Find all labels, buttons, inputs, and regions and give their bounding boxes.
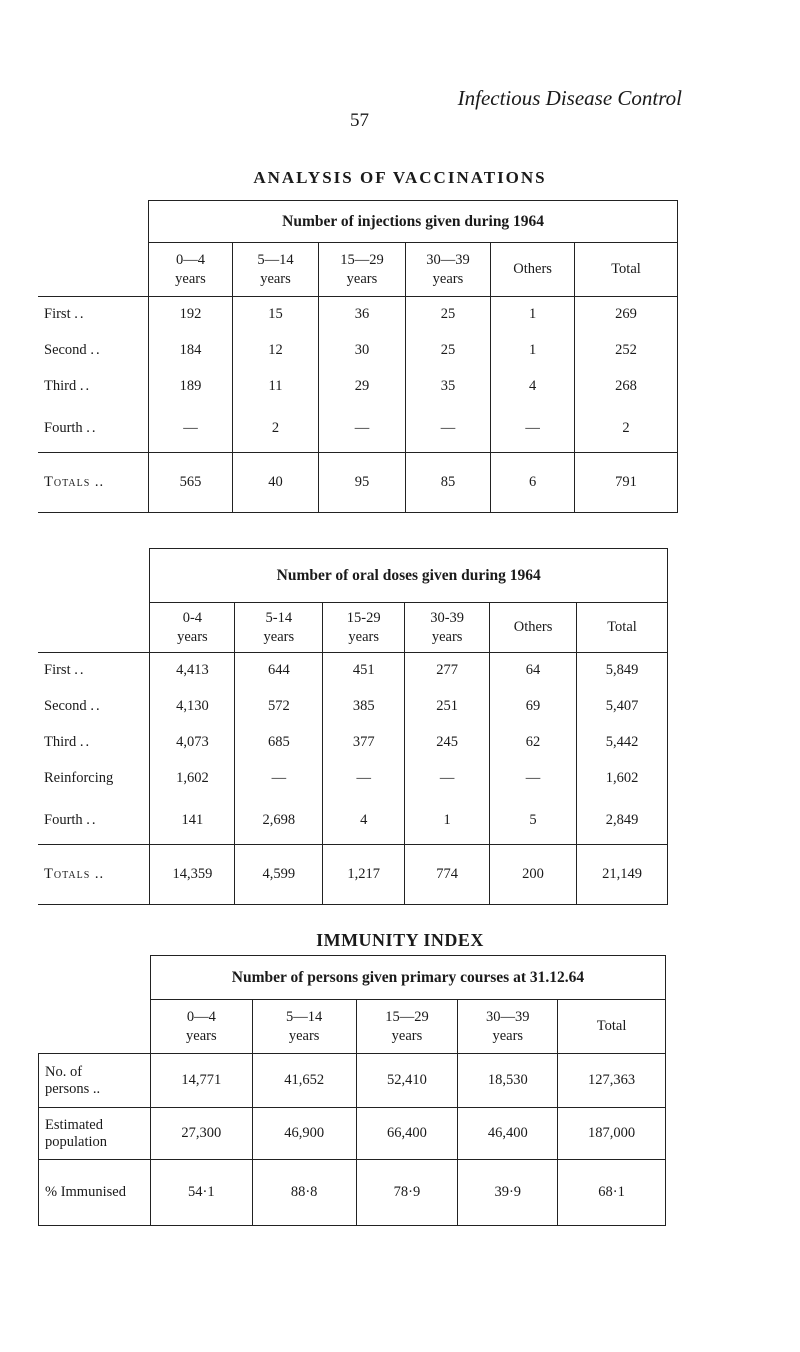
injections-column-headers <box>38 243 678 297</box>
table-row <box>39 1160 666 1226</box>
table-cell: 62 <box>490 725 577 761</box>
table-cell: 184 <box>149 333 233 369</box>
column-header: 5—14 years <box>252 1000 356 1054</box>
table-cell: — <box>149 405 233 453</box>
table-cell: — <box>319 405 405 453</box>
table-cell: 1,602 <box>577 761 668 797</box>
running-head: Infectious Disease Control <box>457 86 682 110</box>
row-dots: .. <box>79 378 92 394</box>
table-cell: 40 <box>232 453 318 513</box>
table-cell: 685 <box>235 725 323 761</box>
row-label: Reinforcing <box>44 770 114 786</box>
row-dots: .. <box>79 734 92 750</box>
row-label: No. of persons .. <box>39 1054 151 1108</box>
table-cell: 377 <box>323 725 405 761</box>
row-dots: .. <box>90 342 102 358</box>
table-cell: 1 <box>491 333 575 369</box>
table-cell: 2 <box>232 405 318 453</box>
table-cell: 29 <box>319 369 405 405</box>
row-dots: .. <box>74 662 86 679</box>
table-cell: 68·1 <box>558 1160 666 1226</box>
table-cell: 15 <box>232 297 318 333</box>
table-cell: 644 <box>235 653 323 689</box>
table-cell: 25 <box>405 297 491 333</box>
page-number: 57 <box>350 110 369 131</box>
oral-doses-table <box>38 548 668 905</box>
table-cell: 5,849 <box>577 653 668 689</box>
table-cell: 30 <box>319 333 405 369</box>
table-cell: 269 <box>575 297 678 333</box>
table-cell: 277 <box>405 653 490 689</box>
table-cell: 95 <box>319 453 405 513</box>
table-cell: 4,073 <box>150 725 235 761</box>
row-label: First <box>44 306 71 323</box>
table-cell: 4,599 <box>235 845 323 905</box>
table-cell: 12 <box>232 333 318 369</box>
table-cell: 78·9 <box>356 1160 458 1226</box>
table-cell: 451 <box>323 653 405 689</box>
column-header: 15-29 years <box>323 603 405 653</box>
row-label: % Immunised <box>39 1160 151 1226</box>
table-row <box>38 297 678 333</box>
table-cell: 189 <box>149 369 233 405</box>
table-cell: 4,413 <box>150 653 235 689</box>
table-row <box>38 797 668 845</box>
table-cell: 5 <box>490 797 577 845</box>
table-cell: 200 <box>490 845 577 905</box>
injections-table <box>38 200 678 513</box>
table-cell: 187,000 <box>558 1108 666 1160</box>
oral-super-header: Number of oral doses given during 1964 <box>150 549 668 603</box>
row-dots: .. <box>86 419 98 436</box>
table-row <box>38 725 668 761</box>
table-cell: 572 <box>235 689 323 725</box>
table-cell: — <box>405 405 491 453</box>
row-dots: .. <box>90 698 102 714</box>
table-cell: 774 <box>405 845 490 905</box>
column-header: 5—14 years <box>232 243 318 297</box>
totals-row <box>38 453 678 513</box>
totals-row <box>38 845 668 905</box>
table-cell: 85 <box>405 453 491 513</box>
table-cell: 27,300 <box>150 1108 252 1160</box>
table-cell: 385 <box>323 689 405 725</box>
table-cell: 251 <box>405 689 490 725</box>
column-header: 0—4 years <box>149 243 233 297</box>
table-cell: 245 <box>405 725 490 761</box>
table-cell: 2 <box>575 405 678 453</box>
immunity-index-title: IMMUNITY INDEX <box>316 930 484 950</box>
table-cell: 1 <box>491 297 575 333</box>
immunity-column-headers <box>39 1000 666 1054</box>
table-cell: 14,771 <box>150 1054 252 1108</box>
row-dots: .. <box>74 306 86 323</box>
injections-super-header: Number of injections given during 1964 <box>149 201 678 243</box>
column-header: 0—4 years <box>150 1000 252 1054</box>
table-cell: — <box>491 405 575 453</box>
table-cell: 36 <box>319 297 405 333</box>
table-cell: 46,900 <box>252 1108 356 1160</box>
column-header: 30—39 years <box>405 243 491 297</box>
table-cell: — <box>490 761 577 797</box>
column-header: Others <box>490 603 577 653</box>
table-cell: 5,407 <box>577 689 668 725</box>
column-header: 0-4 years <box>150 603 235 653</box>
table-cell: 268 <box>575 369 678 405</box>
table-cell: 39·9 <box>458 1160 558 1226</box>
table-cell: 192 <box>149 297 233 333</box>
table-cell: 64 <box>490 653 577 689</box>
row-label: Fourth <box>44 419 83 436</box>
table-cell: 2,849 <box>577 797 668 845</box>
row-dots: .. <box>86 811 98 828</box>
column-header: 15—29 years <box>356 1000 458 1054</box>
table-row <box>38 369 678 405</box>
column-header: 5-14 years <box>235 603 323 653</box>
table-cell: 25 <box>405 333 491 369</box>
immunity-super-header: Number of persons given primary courses at 31.12.64 <box>150 956 665 1000</box>
table-row <box>38 761 668 797</box>
table-cell: 35 <box>405 369 491 405</box>
table-cell: — <box>235 761 323 797</box>
table-cell: 4 <box>491 369 575 405</box>
table-cell: 14,359 <box>150 845 235 905</box>
table-cell: 54·1 <box>150 1160 252 1226</box>
table-row <box>39 1108 666 1160</box>
table-cell: 18,530 <box>458 1054 558 1108</box>
row-label: Second <box>44 342 87 358</box>
table-row <box>38 405 678 453</box>
row-label: Third <box>44 734 77 750</box>
page-title: ANALYSIS OF VACCINATIONS <box>253 168 547 187</box>
table-cell: 252 <box>575 333 678 369</box>
table-cell: 6 <box>491 453 575 513</box>
totals-label: Totals .. <box>38 845 150 905</box>
column-header: 30-39 years <box>405 603 490 653</box>
table-cell: 21,149 <box>577 845 668 905</box>
table-row <box>39 1054 666 1108</box>
table-cell: 127,363 <box>558 1054 666 1108</box>
table-cell: 791 <box>575 453 678 513</box>
table-cell: 141 <box>150 797 235 845</box>
table-cell: 88·8 <box>252 1160 356 1226</box>
column-header: 30—39 years <box>458 1000 558 1054</box>
column-header: Others <box>491 243 575 297</box>
table-row <box>38 333 678 369</box>
table-cell: 1,602 <box>150 761 235 797</box>
row-label: Second <box>44 698 87 714</box>
table-cell: — <box>323 761 405 797</box>
oral-column-headers <box>38 603 668 653</box>
table-cell: 4 <box>323 797 405 845</box>
table-cell: 66,400 <box>356 1108 458 1160</box>
table-cell: 11 <box>232 369 318 405</box>
column-header: Total <box>575 243 678 297</box>
table-cell: 69 <box>490 689 577 725</box>
table-cell: 4,130 <box>150 689 235 725</box>
row-label: Estimated population <box>39 1108 151 1160</box>
row-label: Third <box>44 378 77 394</box>
table-cell: 5,442 <box>577 725 668 761</box>
row-label: First <box>44 662 71 679</box>
column-header: Total <box>577 603 668 653</box>
table-cell: — <box>405 761 490 797</box>
table-cell: 46,400 <box>458 1108 558 1160</box>
table-cell: 2,698 <box>235 797 323 845</box>
table-cell: 52,410 <box>356 1054 458 1108</box>
table-cell: 41,652 <box>252 1054 356 1108</box>
table-row <box>38 653 668 689</box>
table-cell: 1,217 <box>323 845 405 905</box>
table-cell: 1 <box>405 797 490 845</box>
totals-label: Totals .. <box>38 453 149 513</box>
immunity-index-table <box>38 955 666 1226</box>
table-cell: 565 <box>149 453 233 513</box>
table-row <box>38 689 668 725</box>
column-header: 15—29 years <box>319 243 405 297</box>
column-header: Total <box>558 1000 666 1054</box>
row-label: Fourth <box>44 811 83 828</box>
